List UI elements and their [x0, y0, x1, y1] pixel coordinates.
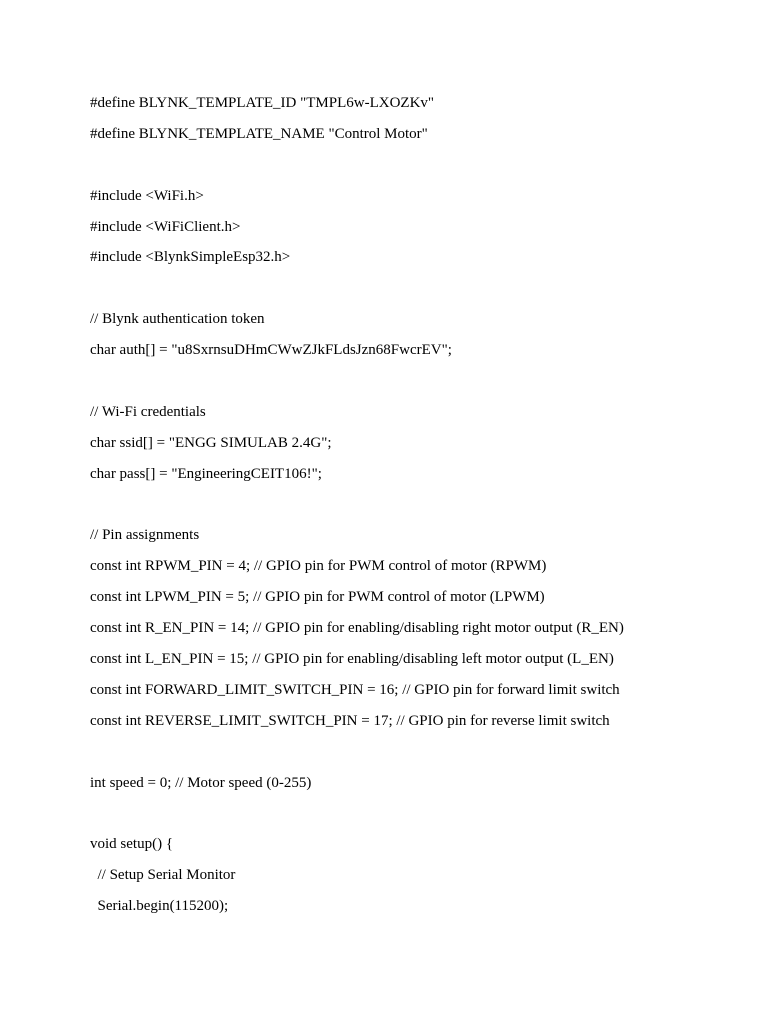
- comment-line: // Blynk authentication token: [90, 311, 265, 328]
- code-line: #define BLYNK_TEMPLATE_NAME "Control Motor": [90, 125, 428, 142]
- code-line: Serial.begin(115200);: [90, 898, 229, 915]
- blank-line: [90, 155, 750, 175]
- code-line: char ssid[] = "ENGG SIMULAB 2.4G";: [90, 434, 332, 451]
- code-line: char pass[] = "EngineeringCEIT106!";: [90, 465, 322, 482]
- code-line: const int RPWM_PIN = 4; // GPIO pin for PWM control of motor (RPWM): [90, 558, 547, 575]
- comment-line: // Setup Serial Monitor: [90, 867, 236, 884]
- code-line: const int REVERSE_LIMIT_SWITCH_PIN = 17; // GPIO pin for reverse limit switch: [90, 712, 610, 729]
- code-line: #include <WiFiClient.h>: [90, 218, 241, 235]
- blank-line: [90, 495, 750, 515]
- code-line: const int L_EN_PIN = 15; // GPIO pin for enabling/disabling left motor output (L_EN): [90, 651, 614, 668]
- code-line: #include <BlynkSimpleEsp32.h>: [90, 249, 291, 266]
- code-line: void setup() {: [90, 836, 174, 853]
- code-line: #define BLYNK_TEMPLATE_ID "TMPL6w-LXOZKv": [90, 95, 435, 111]
- code-line: const int LPWM_PIN = 5; // GPIO pin for PWM control of motor (LPWM): [90, 589, 545, 606]
- code-listing: [90, 93, 750, 927]
- code-line: int speed = 0; // Motor speed (0-255): [90, 774, 312, 791]
- code-line: #include <WiFi.h>: [90, 187, 204, 204]
- blank-line: [90, 371, 750, 391]
- comment-line: // Pin assignments: [90, 527, 200, 544]
- blank-line: [90, 278, 750, 298]
- comment-line: // Wi-Fi credentials: [90, 403, 206, 420]
- code-line: const int FORWARD_LIMIT_SWITCH_PIN = 16; // GPIO pin for forward limit switch: [90, 681, 620, 698]
- code-line: const int R_EN_PIN = 14; // GPIO pin for enabling/disabling right motor output (R_EN): [90, 620, 624, 637]
- code-line: char auth[] = "u8SxrnsuDHmCWwZJkFLdsJzn68FwcrEV";: [90, 342, 452, 359]
- blank-line: [90, 803, 750, 823]
- blank-line: [90, 742, 750, 762]
